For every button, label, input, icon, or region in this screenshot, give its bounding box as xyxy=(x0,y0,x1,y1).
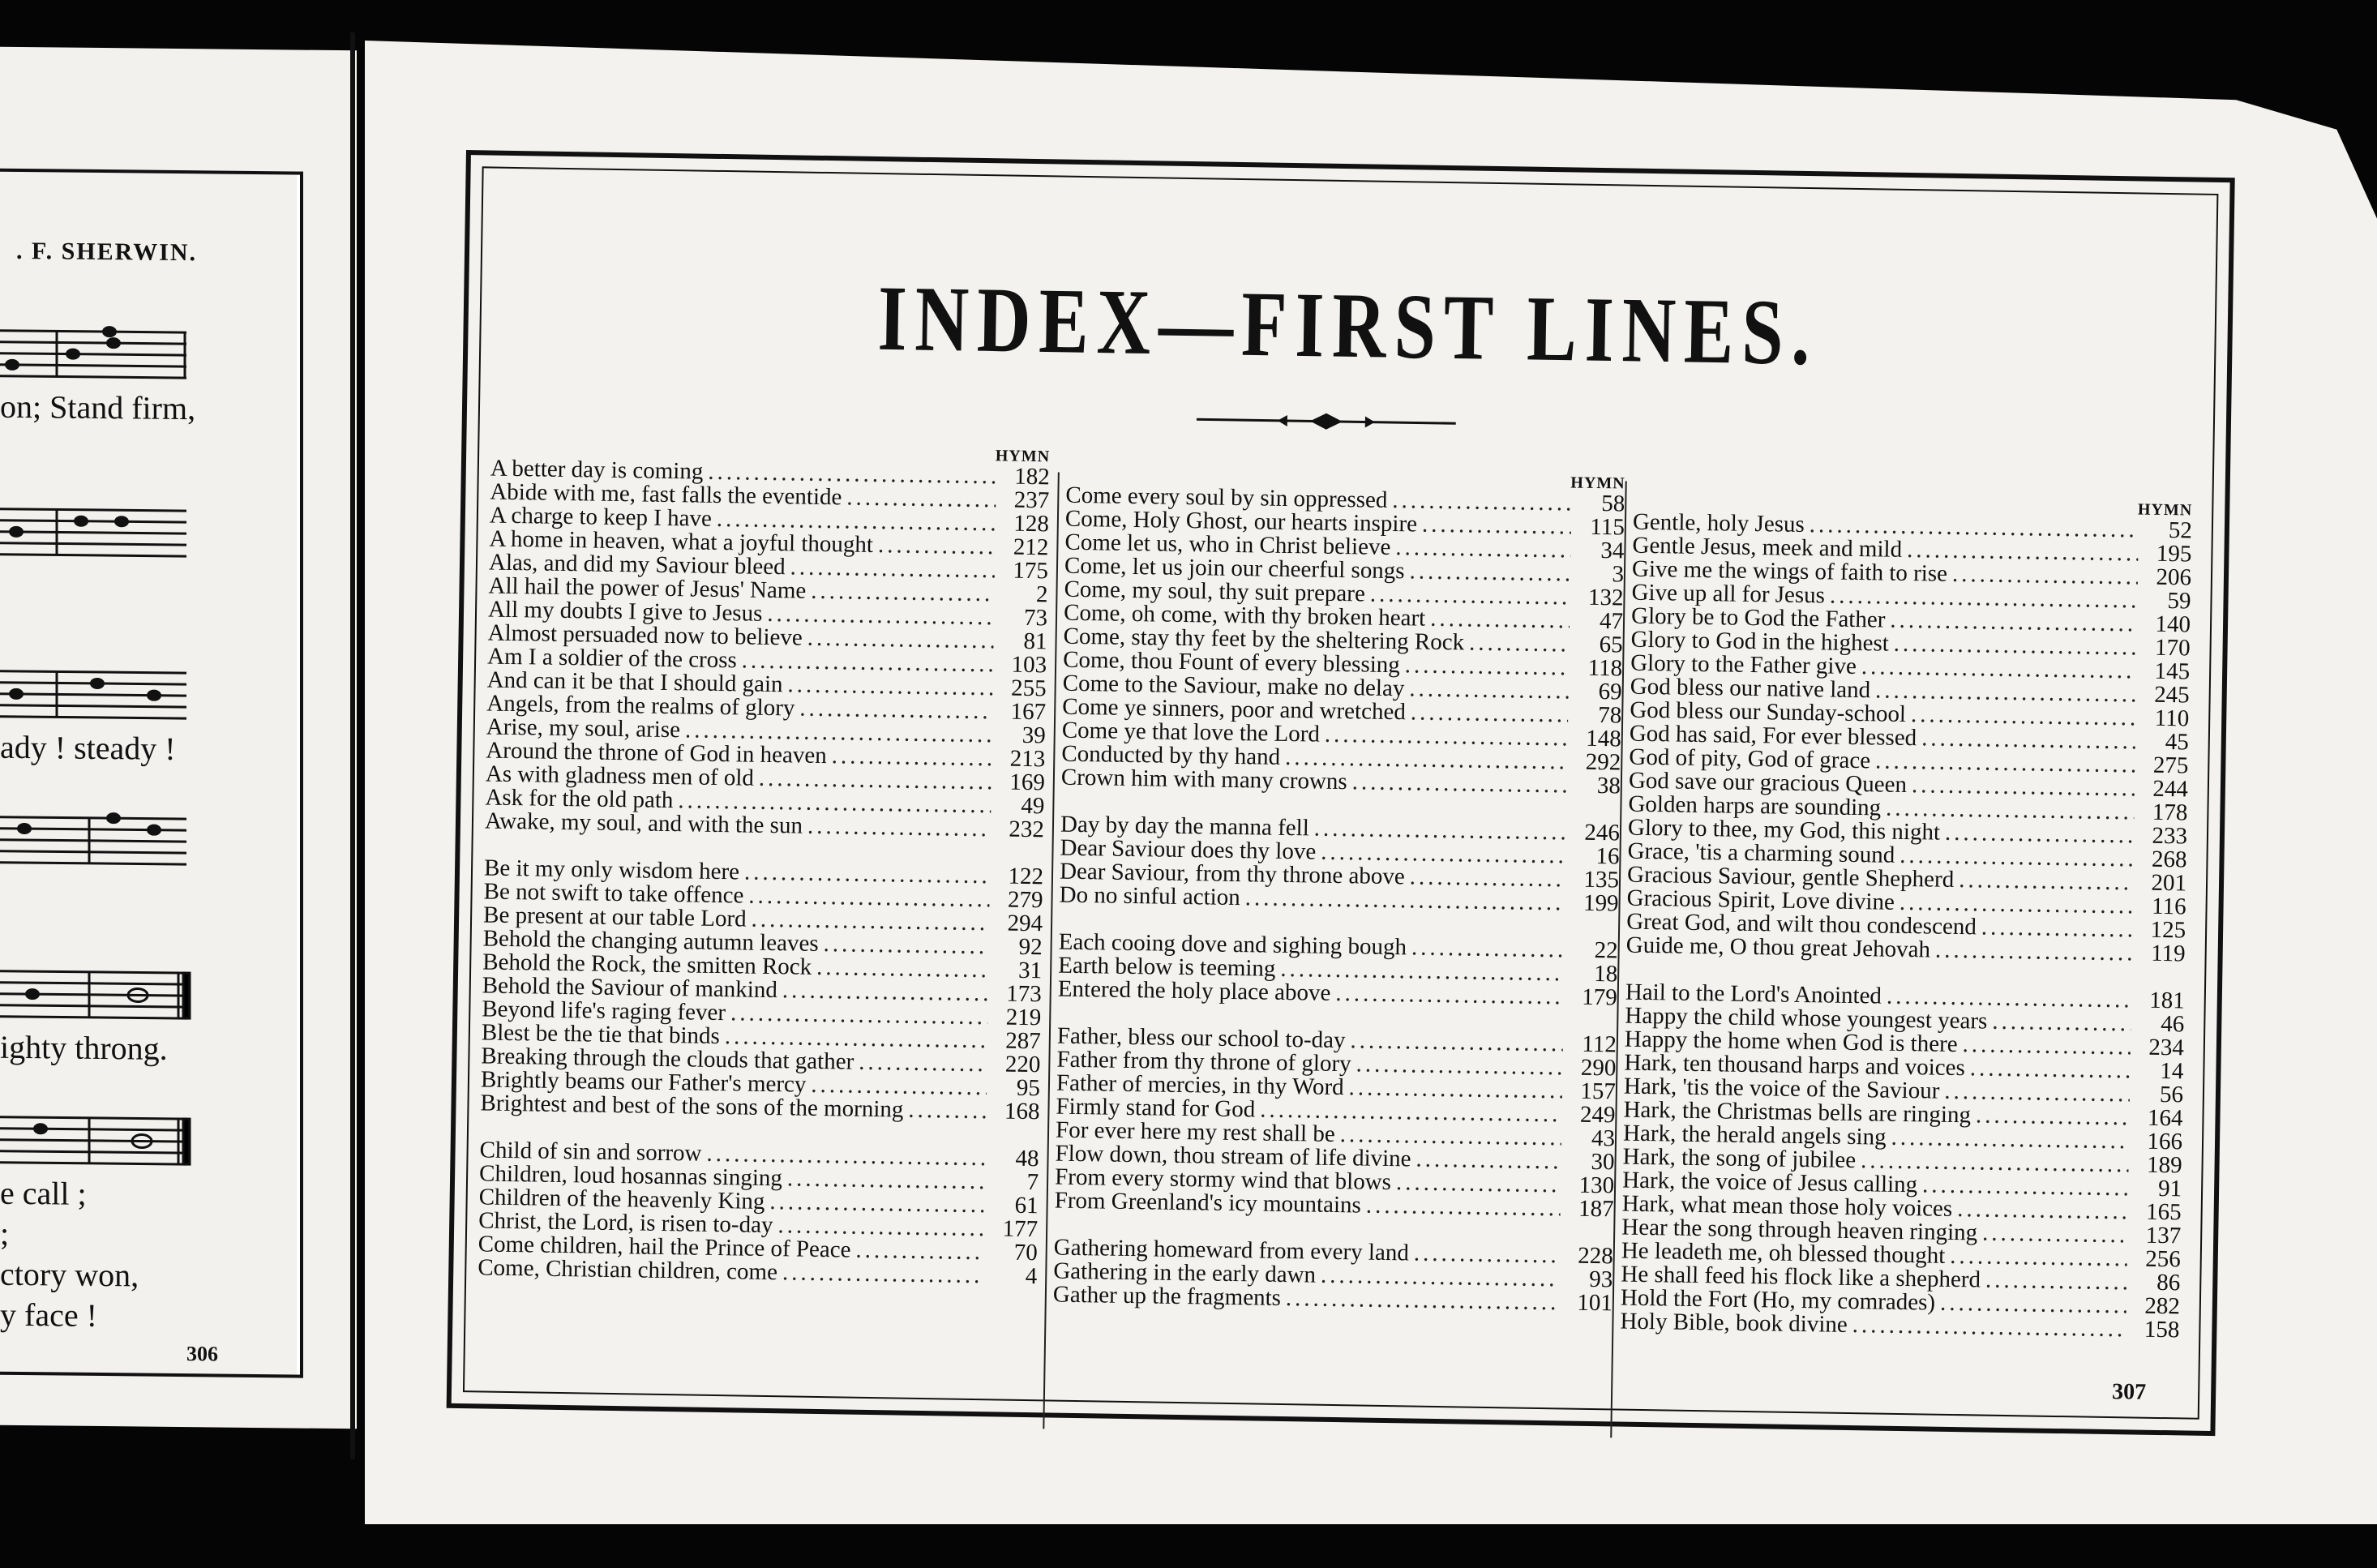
hymn-number: 39 xyxy=(1021,722,1046,749)
hymn-number: 95 xyxy=(1016,1074,1041,1102)
leader-dots xyxy=(1891,1126,2129,1154)
hymn-number: 91 xyxy=(2157,1175,2182,1202)
first-line-text: He shall feed his flock like a shepherd xyxy=(1621,1261,1981,1293)
hymn-number: 175 xyxy=(1013,557,1049,585)
leader-dots xyxy=(1245,886,1565,915)
hymn-number: 233 xyxy=(2152,822,2188,850)
hymn-number: 118 xyxy=(1587,654,1623,682)
index-frame xyxy=(447,150,2235,1436)
hymn-number: 170 xyxy=(2154,634,2191,662)
leader-dots xyxy=(1985,1269,2127,1295)
hymn-number: 245 xyxy=(2153,681,2190,709)
leader-dots xyxy=(908,1099,987,1124)
first-line-text: Children, loud hosannas singing xyxy=(478,1160,783,1192)
column-header: HYMN xyxy=(2137,500,2193,520)
first-line-text: From Greenland's icy mountains xyxy=(1054,1187,1362,1219)
first-line-text: Be it my only wisdom here xyxy=(483,855,740,885)
leader-dots xyxy=(1395,536,1571,562)
left-page xyxy=(0,47,357,1429)
first-line-text: Happy the child whose youngest years xyxy=(1625,1002,1988,1035)
hymn-number: 292 xyxy=(1585,748,1621,776)
leader-dots xyxy=(1962,1033,2131,1059)
hymn-number: 181 xyxy=(2149,987,2186,1014)
first-line-text: Hark, the Christmas bells are ringing xyxy=(1623,1096,1972,1129)
first-line-text: All hail the power of Jesus' Name xyxy=(488,572,807,604)
first-line-text: He leadeth me, oh blessed thought xyxy=(1621,1237,1946,1269)
first-line-text: Gathering in the early dawn xyxy=(1053,1257,1317,1288)
hymn-number: 282 xyxy=(2144,1292,2181,1320)
first-line-text: Behold the Rock, the smitten Rock xyxy=(482,949,812,980)
leader-dots xyxy=(782,979,988,1005)
hymn-number: 145 xyxy=(2154,658,2191,685)
hymn-number: 168 xyxy=(1004,1098,1040,1125)
leader-dots xyxy=(1414,1242,1560,1268)
hymn-number: 73 xyxy=(1023,604,1048,632)
hymn-number: 220 xyxy=(1004,1051,1041,1078)
hymn-number: 135 xyxy=(1583,866,1620,893)
hymn-number: 101 xyxy=(1577,1289,1613,1317)
first-line-text: Crown him with many crowns xyxy=(1060,764,1347,795)
hymn-number: 173 xyxy=(1005,980,1042,1008)
leader-dots xyxy=(1335,982,1564,1009)
hymn-number: 16 xyxy=(1595,842,1620,870)
leader-dots xyxy=(807,815,991,842)
hymn-number: 70 xyxy=(1013,1239,1038,1266)
hymn-number: 86 xyxy=(2156,1269,2181,1296)
leader-dots xyxy=(878,533,996,559)
first-line-text: Glory to the Father give xyxy=(1630,649,1857,680)
hymn-number: 201 xyxy=(2151,869,2187,897)
first-line-text: Come, thou Fount of every blessing xyxy=(1062,646,1401,679)
first-line-text: Entered the holy place above xyxy=(1057,975,1331,1006)
first-line-text: Golden harps are sounding xyxy=(1628,790,1882,821)
first-line-text: Hark, ten thousand harps and voices xyxy=(1624,1049,1966,1082)
leader-dots xyxy=(1351,770,1567,797)
first-line-text: Firmly stand for God xyxy=(1056,1093,1256,1123)
leader-dots xyxy=(1945,821,2134,848)
column-header: HYMN xyxy=(995,447,1051,466)
leader-dots xyxy=(1469,632,1570,657)
leader-dots xyxy=(1890,609,2137,636)
first-line-text: From every stormy wind that blows xyxy=(1054,1163,1392,1196)
first-line-text: Ask for the old path xyxy=(485,784,674,814)
hymn-number: 22 xyxy=(1594,936,1618,964)
hymn-number: 290 xyxy=(1580,1054,1617,1082)
hymn-number: 178 xyxy=(2152,799,2188,826)
hymn-number: 65 xyxy=(1599,632,1623,658)
first-line-text: Come let us, who in Christ believe xyxy=(1064,529,1391,560)
hymn-number: 164 xyxy=(2147,1104,2183,1132)
hymn-number: 103 xyxy=(1011,651,1047,679)
hymn-number: 112 xyxy=(1582,1030,1617,1058)
leader-dots xyxy=(807,627,994,653)
first-line-text: Grace, 'tis a charming sound xyxy=(1627,838,1895,868)
leader-dots xyxy=(1405,653,1570,679)
hymn-number: 58 xyxy=(1601,491,1625,517)
first-line-text: Alas, and did my Saviour bleed xyxy=(488,549,786,581)
first-line-text: Come ye that love the Lord xyxy=(1061,717,1321,748)
first-line-text: Do no sinful action xyxy=(1059,881,1240,911)
hymn-number: 268 xyxy=(2151,846,2187,873)
hymn-number: 158 xyxy=(2144,1316,2180,1343)
lyric-line: ady ! steady ! xyxy=(0,728,176,767)
leader-dots xyxy=(1952,563,2138,589)
hymn-number: 249 xyxy=(1579,1101,1616,1129)
first-line-text: Gather up the fragments xyxy=(1052,1281,1282,1311)
hymn-number: 246 xyxy=(1584,819,1621,846)
first-line-text: Glory to God in the highest xyxy=(1630,626,1890,657)
leader-dots xyxy=(855,1239,984,1264)
composer-credit: . F. SHERWIN. xyxy=(16,237,198,267)
first-line-text: Come, let us join our cheerful songs xyxy=(1064,552,1405,585)
music-staff xyxy=(0,323,195,382)
hymn-number: 61 xyxy=(1014,1192,1039,1219)
first-line-text: Behold the changing autumn leaves xyxy=(482,925,819,957)
first-line-text: Brightly beams our Father's mercy xyxy=(480,1066,807,1098)
hymn-number: 219 xyxy=(1005,1004,1042,1031)
leader-dots xyxy=(1286,1287,1559,1314)
first-line-text: Abide with me, fast falls the eventide xyxy=(490,478,842,511)
leader-dots xyxy=(787,673,993,700)
first-line-text: And can it be that I should gain xyxy=(486,666,783,698)
first-line-text: Awake, my soul, and with the sun xyxy=(484,808,803,839)
first-line-text: Father from thy throne of glory xyxy=(1056,1046,1351,1077)
hymn-number: 195 xyxy=(2156,540,2192,568)
first-line-text: God bless our Sunday-school xyxy=(1630,696,1907,727)
first-line-text: Gentle, holy Jesus xyxy=(1632,508,1805,538)
ornament-divider xyxy=(1197,409,1456,433)
first-line-text: For ever here my rest shall be xyxy=(1055,1116,1335,1147)
leader-dots xyxy=(1409,559,1570,585)
hymn-number: 287 xyxy=(1005,1027,1042,1055)
hymn-number: 182 xyxy=(1014,463,1051,491)
hymn-number: 122 xyxy=(1008,863,1044,890)
hymn-number: 7 xyxy=(1026,1169,1039,1196)
music-staff xyxy=(0,1109,195,1168)
page-number: 307 xyxy=(2111,1379,2147,1405)
page-gutter xyxy=(350,32,355,1459)
first-line-text: God has said, For ever blessed xyxy=(1629,720,1917,752)
lyric-line: e call ; xyxy=(0,1174,87,1212)
first-line-text: Come every soul by sin oppressed xyxy=(1065,482,1388,513)
hymn-number: 81 xyxy=(1023,628,1047,655)
leader-dots xyxy=(1922,1173,2128,1200)
leader-dots xyxy=(1981,915,2133,941)
first-line-text: Give me the wings of faith to rise xyxy=(1631,555,1948,587)
leader-dots xyxy=(816,956,988,982)
first-line-text: Dear Saviour, from thy throne above xyxy=(1059,858,1405,890)
hymn-number: 34 xyxy=(1600,538,1625,564)
hymn-number: 56 xyxy=(2159,1081,2184,1108)
first-line-text: Blest be the tie that binds xyxy=(481,1019,721,1050)
hymn-number: 279 xyxy=(1007,886,1043,914)
hymn-number: 130 xyxy=(1578,1172,1615,1199)
first-line-text: Come to the Saviour, make no delay xyxy=(1062,670,1405,702)
first-line-text: Give up all for Jesus xyxy=(1631,579,1826,609)
leader-dots xyxy=(1409,677,1569,703)
hymn-number: 3 xyxy=(1612,561,1625,588)
leader-dots xyxy=(1992,1010,2131,1036)
first-line-text: Hark, the song of jubilee xyxy=(1622,1143,1857,1174)
hymn-number: 49 xyxy=(1021,792,1045,820)
leader-dots xyxy=(1411,936,1565,962)
first-line-text: Am I a soldier of the cross xyxy=(486,643,738,674)
column-header: HYMN xyxy=(1570,473,1625,493)
leader-dots xyxy=(1325,723,1568,751)
leader-dots xyxy=(1935,939,2132,966)
index-column-1 xyxy=(478,439,1050,1289)
leader-dots xyxy=(1356,1052,1562,1079)
hymn-number: 140 xyxy=(2155,610,2191,638)
hymn-number: 132 xyxy=(1587,584,1624,611)
first-line-text: Glory be to God the Father xyxy=(1630,602,1886,633)
hymn-number: 244 xyxy=(2152,775,2189,803)
lyric-line: ctory won, xyxy=(0,1255,139,1294)
leader-dots xyxy=(1348,1076,1562,1103)
hymn-number: 189 xyxy=(2146,1151,2182,1179)
hymn-number: 206 xyxy=(2156,563,2192,591)
first-line-text: As with gladness men of old xyxy=(485,760,755,791)
leader-dots xyxy=(1852,1313,2126,1341)
first-line-text: Come, oh come, with thy broken heart xyxy=(1063,599,1426,632)
hymn-number: 116 xyxy=(2151,893,2186,920)
leader-dots xyxy=(1321,1264,1560,1292)
leader-dots xyxy=(769,1190,985,1217)
hymn-number: 232 xyxy=(1009,816,1045,843)
first-line-text: Dear Saviour does thy love xyxy=(1060,834,1317,865)
hymn-number: 166 xyxy=(2147,1128,2183,1155)
first-line-text: Angels, from the realms of glory xyxy=(486,690,795,722)
first-line-text: Hark, 'tis the voice of the Saviour xyxy=(1623,1073,1940,1104)
first-line-text: A home in heaven, what a joyful thought xyxy=(489,525,874,558)
first-line-text: Be present at our table Lord xyxy=(482,902,747,932)
hymn-number: 31 xyxy=(1017,957,1043,984)
first-line-text: Gracious Saviour, gentle Shepherd xyxy=(1626,861,1955,893)
leader-dots xyxy=(1957,1197,2128,1223)
first-line-text: Each cooing dove and sighing bough xyxy=(1058,928,1407,961)
first-line-text: Guide me, O thou great Jehovah xyxy=(1625,932,1931,963)
leader-dots xyxy=(1409,865,1565,891)
first-line-text: Hark, the voice of Jesus calling xyxy=(1621,1167,1918,1198)
first-line-text: Come, Christian children, come xyxy=(478,1254,778,1286)
leader-dots xyxy=(748,885,990,912)
hymn-number: 294 xyxy=(1007,910,1043,937)
first-line-text: Hark, what mean those holy voices xyxy=(1621,1190,1953,1222)
index-column-2 xyxy=(1053,466,1625,1316)
music-staff xyxy=(0,809,195,868)
leader-dots xyxy=(1944,1080,2130,1107)
leader-dots xyxy=(1912,773,2135,800)
page-number: 306 xyxy=(186,1342,218,1366)
hymn-number: 48 xyxy=(1015,1145,1039,1172)
hymn-number: 38 xyxy=(1596,773,1621,799)
music-staff xyxy=(0,501,195,560)
leader-dots xyxy=(1911,703,2136,730)
first-line-text: Almost persuaded now to believe xyxy=(487,619,803,651)
lyric-line: y face ! xyxy=(0,1296,97,1334)
first-line-text: A charge to keep I have xyxy=(489,502,713,532)
hymn-number: 177 xyxy=(1002,1215,1039,1243)
hymn-number: 43 xyxy=(1591,1125,1616,1152)
leader-dots xyxy=(1350,1029,1563,1056)
hymn-number: 2 xyxy=(1035,581,1048,608)
hymn-number: 148 xyxy=(1586,725,1622,752)
first-line-text: Conducted by thy hand xyxy=(1061,740,1281,770)
leader-dots xyxy=(1970,1056,2131,1082)
hymn-number: 92 xyxy=(1018,933,1043,961)
hymn-number: 115 xyxy=(1590,513,1625,541)
leader-dots xyxy=(1392,489,1571,515)
first-line-text: Hear the song through heaven ringing xyxy=(1621,1214,1978,1246)
first-line-text: Be not swift to take offence xyxy=(483,878,744,909)
hymn-number: 52 xyxy=(2168,517,2193,544)
lyric-line: ; xyxy=(0,1215,10,1252)
leader-dots xyxy=(782,1261,984,1287)
hymn-number: 14 xyxy=(2160,1057,2184,1085)
first-line-text: A better day is coming xyxy=(490,455,704,485)
first-line-text: Children of the heavenly King xyxy=(478,1184,765,1215)
music-staff xyxy=(0,663,195,722)
hymn-number: 125 xyxy=(2150,916,2186,944)
leader-dots xyxy=(1366,1194,1561,1221)
hymn-number: 256 xyxy=(2145,1245,2182,1273)
hymn-number: 165 xyxy=(2145,1198,2182,1226)
hymn-number: 199 xyxy=(1583,889,1619,917)
hymn-number: 119 xyxy=(2151,940,2186,967)
lyric-line: ighty throng. xyxy=(0,1028,168,1067)
first-line-text: Gathering homeward from every land xyxy=(1053,1234,1410,1266)
hymn-number: 157 xyxy=(1580,1077,1617,1105)
first-line-text: God bless our native land xyxy=(1630,673,1871,704)
leader-dots xyxy=(846,486,996,512)
hymn-number: 46 xyxy=(2161,1010,2185,1038)
first-line-text: Come, stay thy feet by the sheltering Rock xyxy=(1063,623,1465,656)
page-title: INDEX—FIRST LINES. xyxy=(876,266,1819,384)
leader-dots xyxy=(1959,868,2133,894)
leader-dots xyxy=(859,1051,987,1076)
leader-dots xyxy=(1982,1222,2128,1248)
hymn-number: 167 xyxy=(1010,698,1047,726)
hymn-number: 275 xyxy=(2152,752,2189,779)
first-line-text: Glory to thee, my God, this night xyxy=(1627,814,1941,846)
hymn-number: 78 xyxy=(1597,702,1622,729)
first-line-text: Great God, and wilt thou condescend xyxy=(1625,908,1977,940)
first-line-text: Come, my soul, thy suit prepare xyxy=(1064,576,1366,607)
hymn-number: 30 xyxy=(1591,1148,1615,1176)
hymn-number: 213 xyxy=(1009,745,1046,773)
leader-dots xyxy=(1976,1103,2130,1129)
first-line-text: Gracious Spirit, Love divine xyxy=(1626,885,1895,915)
leader-dots xyxy=(811,580,995,606)
leader-dots xyxy=(1940,1292,2126,1318)
first-line-text: Behold the Saviour of mankind xyxy=(482,972,778,1004)
hymn-number: 137 xyxy=(2145,1222,2182,1249)
first-line-text: Father of mercies, in thy Word xyxy=(1056,1069,1344,1101)
lyric-line: on; Stand firm, xyxy=(0,388,196,427)
first-line-text: Around the throne of God in heaven xyxy=(486,737,827,769)
leader-dots xyxy=(799,697,992,724)
first-line-text: Beyond life's raging fever xyxy=(482,996,726,1026)
leader-dots xyxy=(1422,513,1571,539)
leader-dots xyxy=(1396,1171,1561,1197)
leader-dots xyxy=(1921,726,2135,753)
first-line-text: Father, bless our school to-day xyxy=(1056,1022,1346,1054)
first-line-text: Flow down, thou stream of life divine xyxy=(1055,1140,1411,1172)
hymn-number: 212 xyxy=(1013,533,1049,561)
first-line-text: Hold the Fort (Ho, my comrades) xyxy=(1620,1284,1936,1316)
hymn-number: 4 xyxy=(1025,1263,1038,1290)
first-line-text: Happy the home when God is there xyxy=(1624,1026,1958,1058)
leader-dots xyxy=(759,767,991,795)
hymn-number: 45 xyxy=(2165,729,2190,756)
hymn-number: 128 xyxy=(1013,510,1050,538)
first-line-text: Breaking through the clouds that gather xyxy=(481,1043,854,1075)
first-line-text: Come ye sinners, poor and wretched xyxy=(1062,693,1407,726)
leader-dots xyxy=(1415,1148,1561,1174)
hymn-number: 18 xyxy=(1593,960,1618,987)
first-line-text: Gentle Jesus, meek and mild xyxy=(1632,532,1903,563)
leader-dots xyxy=(790,555,995,582)
first-line-text: Come, Holy Ghost, our hearts inspire xyxy=(1064,505,1418,538)
hymn-number: 110 xyxy=(2154,705,2190,732)
hymn-number: 93 xyxy=(1589,1266,1613,1293)
leader-dots xyxy=(787,1167,986,1193)
leader-dots xyxy=(831,744,991,770)
hymn-number: 169 xyxy=(1009,769,1046,796)
hymn-number: 234 xyxy=(2148,1034,2185,1061)
leader-dots xyxy=(823,932,988,958)
first-line-text: God of pity, God of grace xyxy=(1629,743,1871,774)
hymn-number: 228 xyxy=(1577,1242,1613,1270)
first-line-text: Christ, the Lord, is risen to-day xyxy=(478,1207,773,1239)
first-line-text: Hark, the herald angels sing xyxy=(1622,1120,1887,1150)
first-line-text: Day by day the manna fell xyxy=(1060,811,1310,842)
first-line-text: Arise, my soul, arise xyxy=(486,713,681,743)
leader-dots xyxy=(1894,632,2137,660)
first-line-text: God save our gracious Queen xyxy=(1628,767,1908,799)
hymn-number: 59 xyxy=(2167,588,2191,615)
first-line-text: Child of sin and sorrow xyxy=(479,1137,702,1167)
first-line-text: Hail to the Lord's Anointed xyxy=(1625,979,1882,1009)
first-line-text: Brightest and best of the sons of the morning xyxy=(480,1090,904,1123)
first-line-text: Holy Bible, book divine xyxy=(1620,1308,1848,1338)
leader-dots xyxy=(1411,700,1569,726)
first-line-text: Come children, hail the Prince of Peace xyxy=(478,1231,851,1263)
hymn-number: 255 xyxy=(1010,675,1047,702)
first-line-text: Earth below is teeming xyxy=(1058,952,1276,982)
music-staff xyxy=(0,963,195,1022)
leader-dots xyxy=(744,860,990,888)
hymn-number: 179 xyxy=(1582,983,1618,1011)
hymn-number: 47 xyxy=(1599,608,1624,635)
index-column-3 xyxy=(1620,493,2192,1343)
hymn-number: 69 xyxy=(1598,679,1622,705)
first-line-text: All my doubts I give to Jesus xyxy=(487,596,763,627)
hymn-number: 187 xyxy=(1578,1195,1614,1223)
hymn-number: 237 xyxy=(1013,486,1050,514)
